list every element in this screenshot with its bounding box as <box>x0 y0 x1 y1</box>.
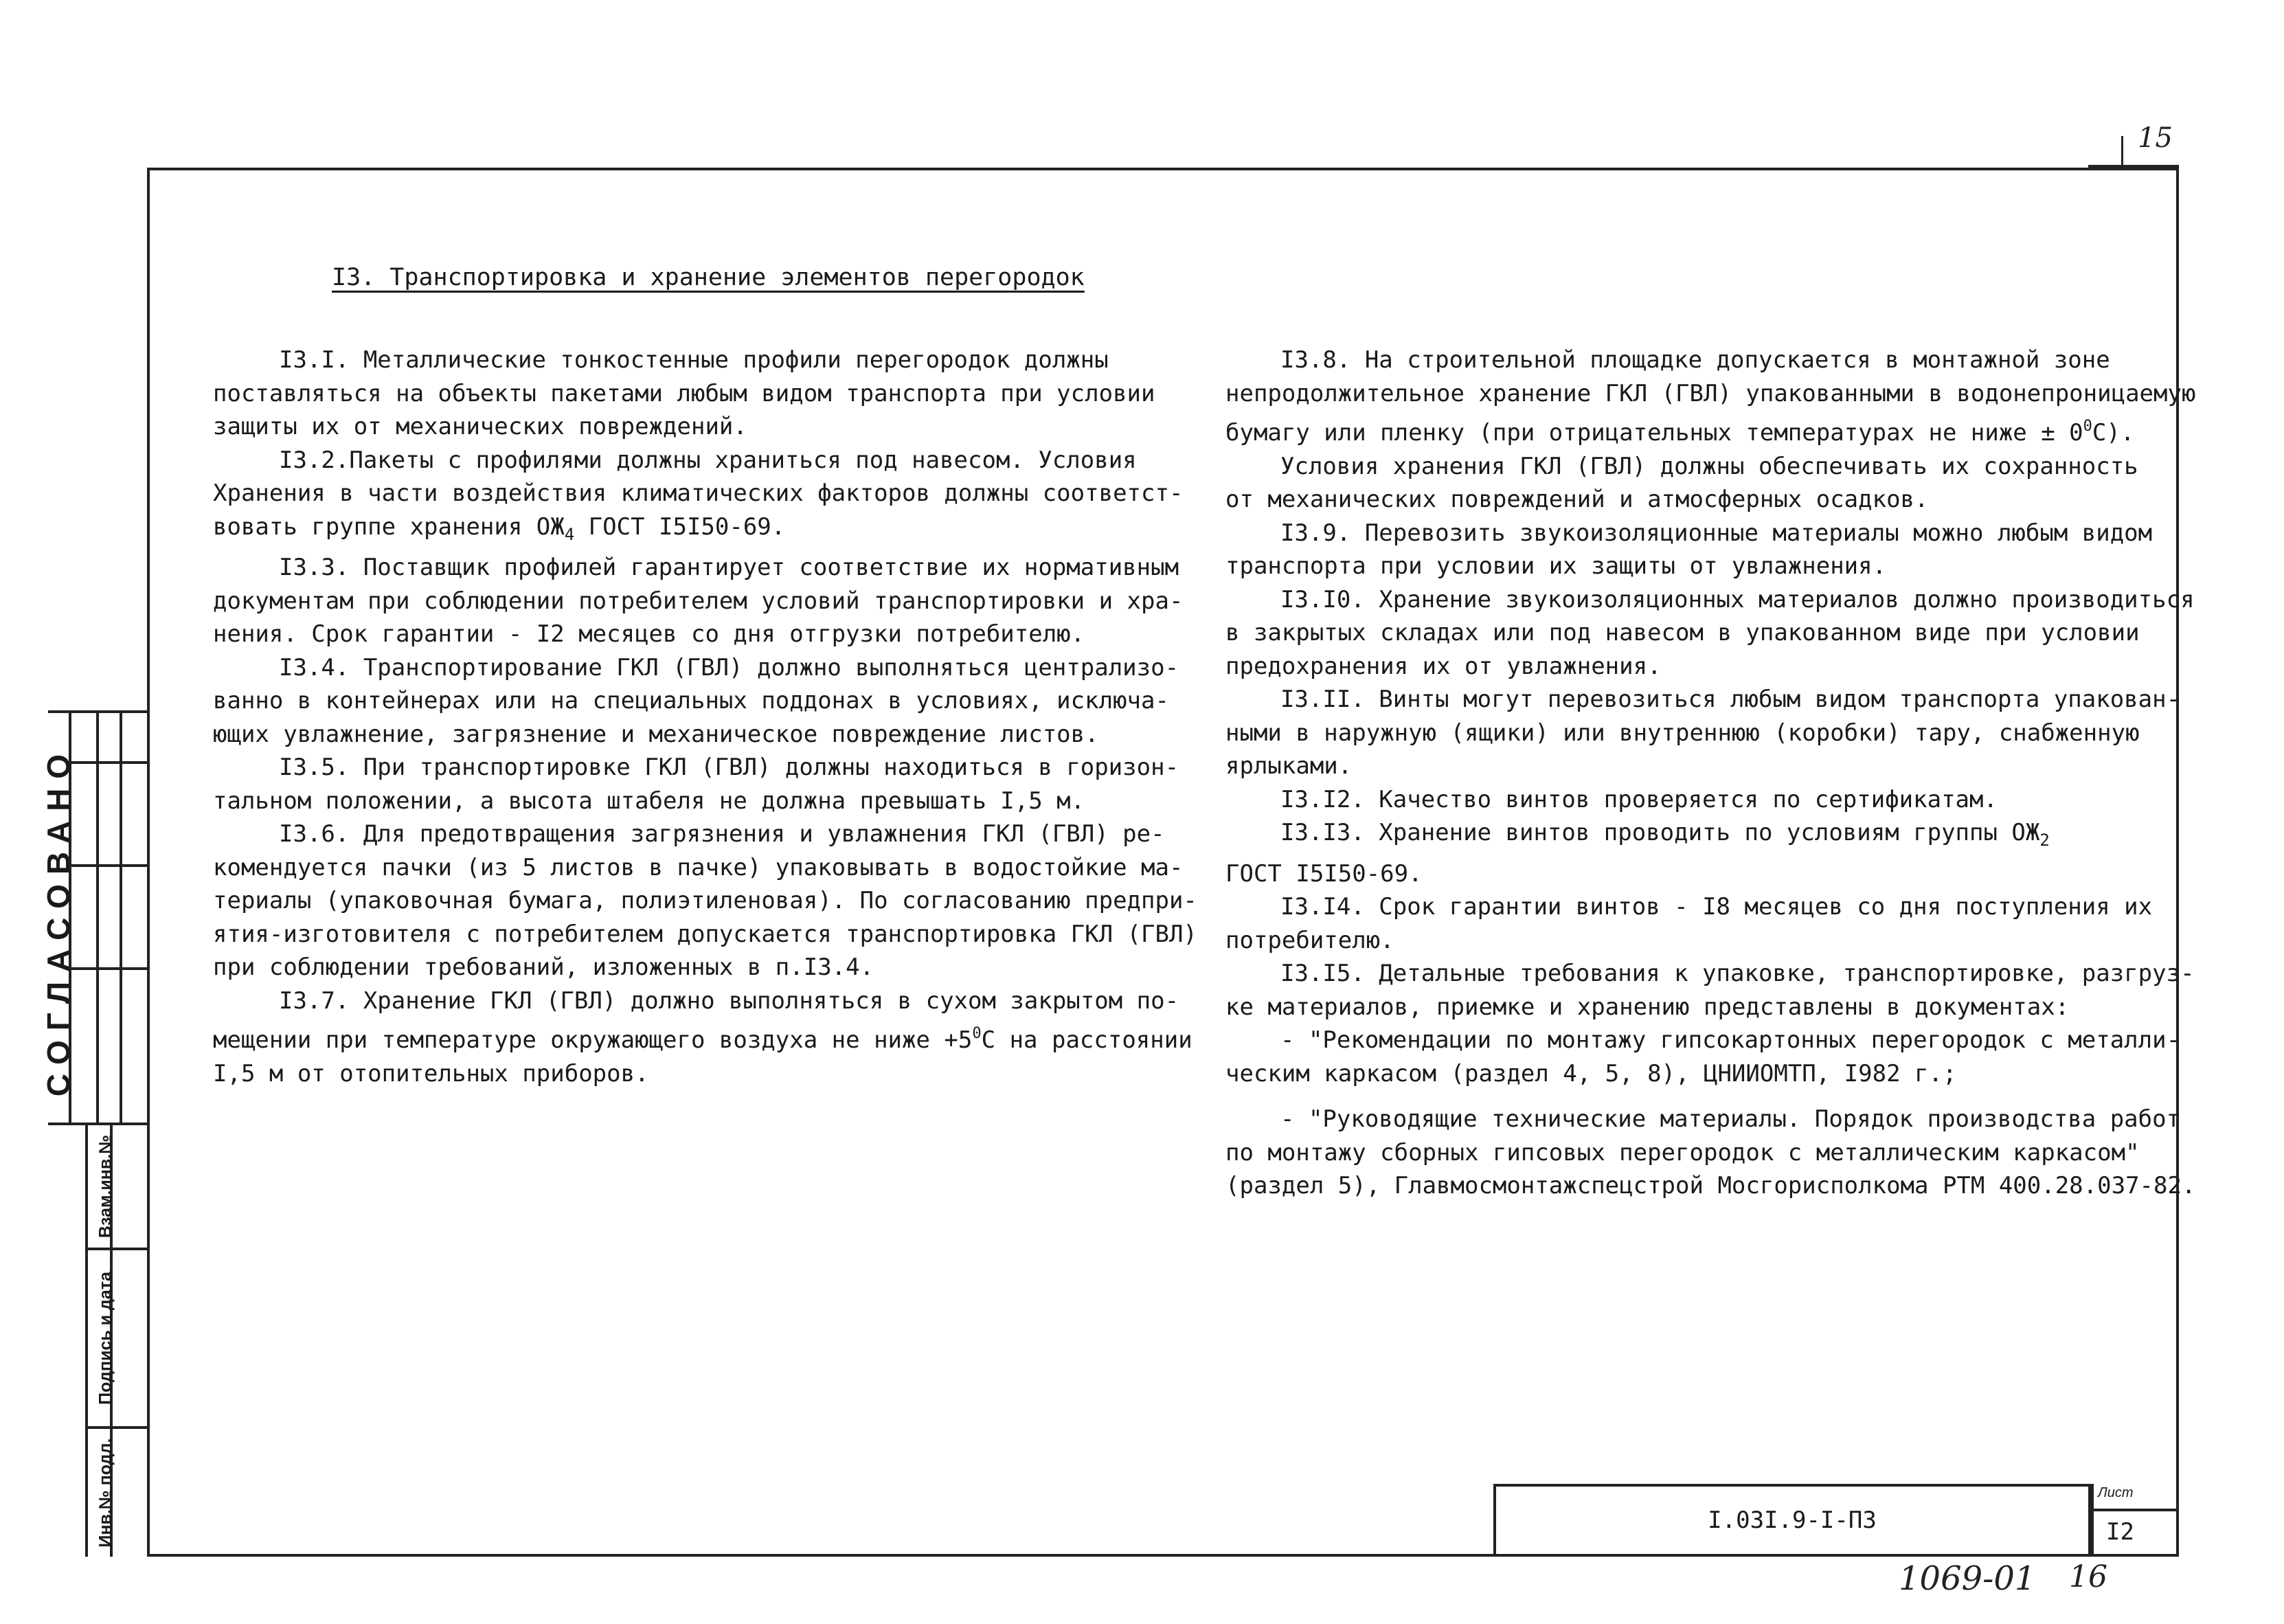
superscript: 0 <box>2083 418 2092 435</box>
para-line: I3.2.Пакеты с профилями должны храниться под навесом. Условия <box>279 446 1137 474</box>
para-line: I3.7. Хранение ГКЛ (ГВЛ) должно выполняться в сухом закрытом по- <box>279 986 1179 1015</box>
agreed-stamp <box>34 744 82 1097</box>
sheet-label: Лист <box>2098 1485 2134 1500</box>
inline-text: бумагу или пленку (при отрицательных температурах не ниже ± 0 <box>1225 419 2083 447</box>
para-line: I3.4. Транспортирование ГКЛ (ГВЛ) должно выполняться централизо- <box>279 653 1179 681</box>
para-line: I3.9. Перевозить звукоизоляционные материалы можно любым видом <box>1280 519 2153 547</box>
para-line: транспорта при условии их защиты от увлажнения. <box>1225 552 1887 580</box>
inv-vzam-label: Взам.инв.№ <box>95 1134 115 1239</box>
sign-date-label: Подпись и дата <box>95 1272 115 1405</box>
sheet-divider <box>2094 1509 2179 1511</box>
para-line: предохранения их от увлажнения. <box>1225 652 1662 680</box>
para-line: ярлыками. <box>1225 752 1353 780</box>
subscript: 4 <box>564 524 575 544</box>
para-line: I3.5. При транспортировке ГКЛ (ГВЛ) должны находиться в горизон- <box>279 754 1179 781</box>
superscript: 0 <box>972 1025 982 1042</box>
para-line: ческим каркасом (раздел 4, 5, 8), ЦНИИОМТП, I982 г.; <box>1225 1059 1957 1087</box>
para-line: по монтажу сборных гипсовых перегородок с металлическим каркасом" <box>1225 1138 2140 1166</box>
para-line: I,5 м от отопительных приборов. <box>213 1059 649 1087</box>
para-line: - "Руководящие технические материалы. Порядок производства работ <box>1280 1105 2181 1133</box>
para-line: ющих увлажнение, загрязнение и механическое повреждение листов. <box>213 720 1099 748</box>
inline-text: С). <box>2092 419 2135 447</box>
left-text-column <box>213 343 1197 1090</box>
para-line: непродолжительное хранение ГКЛ (ГВЛ) упакованными в водонепроницаемую <box>1225 379 2196 407</box>
para-line: ГОСТ I5I50-69. <box>1225 859 1423 888</box>
para-line: в закрытых складах или под навесом в упакованном виде при условии <box>1225 619 2140 646</box>
para-line: I3.I5. Детальные требования к упаковке, транспортировке, разгруз- <box>1280 960 2195 987</box>
subscript: 2 <box>2039 831 2050 850</box>
para-line: I3.I4. Срок гарантии винтов - I8 месяцев со дня поступления их <box>1280 893 2153 921</box>
para-line: поставляться на объекты пакетами любым видом транспорта при условии <box>213 379 1155 407</box>
para-line <box>213 1017 1192 1057</box>
para-line: от механических повреждений и атмосферных осадков. <box>1225 486 1929 513</box>
para-line: нения. Срок гарантии - I2 месяцев со дня отгрузки потребителю. <box>213 620 1085 648</box>
inline-text: I3.I3. Хранение винтов проводить по условиям группы ОЖ <box>1280 819 2040 846</box>
para-line: териалы (упаковочная бумага, полиэтиленовая). По согласованию предпри- <box>213 887 1197 914</box>
inline-text: ГОСТ I5I50-69. <box>574 512 786 541</box>
para-line <box>1225 816 2167 857</box>
inline-text: С на расстоянии <box>981 1026 1192 1054</box>
para-line: защиты их от механических повреждений. <box>213 413 747 440</box>
right-text-column <box>1225 343 2196 1203</box>
agreed-label: СОГЛАСОВАНО <box>41 744 76 1097</box>
para-line <box>1225 410 2167 450</box>
para-line: ными в наружную (ящики) или внутреннюю (коробки) тару, снабженную <box>1225 719 2140 747</box>
inv-vzam-cell <box>87 1125 125 1248</box>
inv-podl-cell <box>87 1429 125 1557</box>
para-line: I3.I2. Качество винтов проверяется по сертификатам. <box>1280 785 1998 813</box>
para-line: документам при соблюдении потребителем условий транспортировки и хра- <box>213 587 1184 615</box>
para-line: комендуется пачки (из 5 листов в пачке) упаковывать в водостойкие ма- <box>213 853 1184 881</box>
para-line: I3.3. Поставщик профилей гарантирует соответствие их нормативным <box>279 554 1179 581</box>
para-line: I3.I0. Хранение звукоизоляционных материалов должно производиться <box>1280 585 2195 613</box>
handwritten-stamp: 1069-01 <box>1899 1559 2036 1598</box>
para-line: I3.8. На строительной площадке допускается в монтажной зоне <box>1280 346 2110 374</box>
sheet-number: I2 <box>2106 1518 2134 1546</box>
para-line: - "Рекомендации по монтажу гипсокартонных перегородок с металли- <box>1280 1026 2181 1054</box>
para-line: Хранения в части воздействия климатических факторов должны соответст- <box>213 480 1184 507</box>
para-line: I3.6. Для предотвращения загрязнения и увлажнения ГКЛ (ГВЛ) ре- <box>279 820 1165 848</box>
para-line: (раздел 5), Главмосмонтажспецстрой Мосгорисполкома РТМ 400.28.037-82. <box>1225 1172 2196 1199</box>
inv-podl-label: Инв.№ подл. <box>95 1438 115 1548</box>
para-line: ятия-изготовителя с потребителем допускается транспортировка ГКЛ (ГВЛ) <box>213 920 1197 948</box>
para-line: потребителю. <box>1225 926 1394 954</box>
sheet-cell <box>2091 1484 2182 1557</box>
para-line: ке материалов, приемке и хранению представлены в документах: <box>1225 993 2070 1021</box>
sign-date-cell <box>87 1250 125 1426</box>
frame-corner-tick <box>2121 136 2123 166</box>
corner-page-number: 15 <box>2138 122 2173 154</box>
para-line: I3.II. Винты могут перевозиться любым видом транспорта упакован- <box>1280 686 2181 713</box>
handwritten-page: 16 <box>2069 1559 2107 1594</box>
para-line <box>213 510 1154 552</box>
document-code: I.03I.9-I-ПЗ <box>1708 1507 1877 1534</box>
para-line: I3.I. Металлические тонкостенные профили перегородок должны <box>279 346 1109 374</box>
para-line: тальном положении, а высота штабеля не должна превышать I,5 м. <box>213 787 1085 815</box>
para-line: ванно в контейнерах или на специальных поддонах в условиях, исключа- <box>213 687 1169 714</box>
para-line: Условия хранения ГКЛ (ГВЛ) должны обеспечивать их сохранность <box>1280 452 2138 480</box>
para-line: при соблюдении требований, изложенных в п.I3.4. <box>213 954 874 981</box>
inline-text: вовать группе хранения ОЖ <box>213 512 565 541</box>
inline-text: мещении при температуре окружающего воздуха не ниже +5 <box>213 1026 973 1054</box>
section-title: I3. Транспортировка и хранение элементов перегородок <box>332 264 1085 291</box>
